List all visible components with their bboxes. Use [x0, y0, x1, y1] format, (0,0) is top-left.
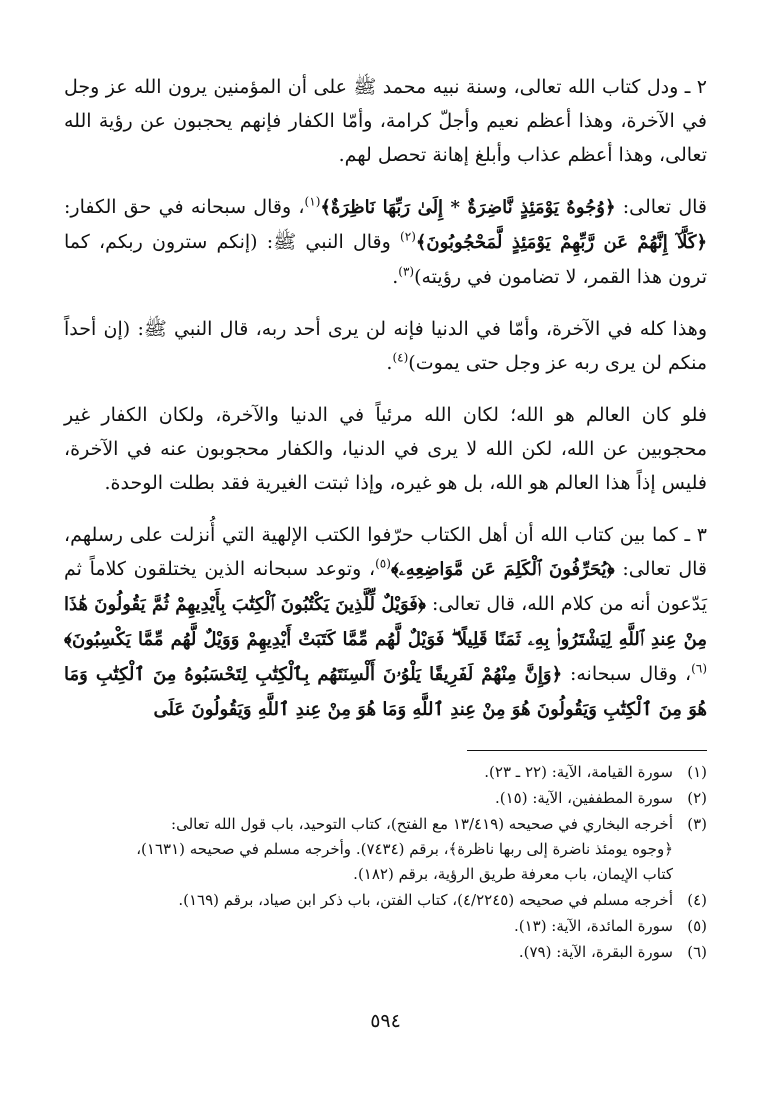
paragraph-text-part: .: [386, 352, 393, 374]
book-page: [64, 70, 707, 1070]
paragraph-3-distortion: [64, 518, 707, 727]
footnote-text: ﴿وجوه يومئذ ناضرة إلى ربها ناظرة﴾، برقم (٧٤٣٤). وأخرجه مسلم في صحيحه (١٦٣١)،: [136, 840, 673, 858]
paragraph-text-part: وقال النبي ﷺ: (إنكم سترون ربكم، كما ترون هذا القمر، لا تضامون في رؤيته): [64, 231, 707, 288]
footnote-number: (٢): [687, 789, 707, 807]
paragraph-2-vision-of-believers: [64, 70, 707, 172]
footnote-text: سورة القيامة، الآية: (٢٢ ـ ٢٣).: [484, 763, 673, 781]
quran-verse-mutaffifin: ﴿كَلَّآ إِنَّهُمْ عَن رَّبِّهِمْ يَوْمَئِذٍ لَّمَحْجُوبُونَ﴾: [415, 232, 707, 253]
quran-verse-maidah: ﴿يُحَرِّفُونَ ٱلْكَلِمَ عَن مَّوَاضِعِهِۦ﴾: [390, 559, 615, 580]
footnotes: [64, 760, 707, 966]
quran-verse-baqarah-79: ﴿فَوَيْلٌ لِّلَّذِينَ يَكْتُبُونَ ٱلْكِتَٰبَ بِأَيْدِيهِمْ ثُمَّ يَقُولُونَ هَٰذَا مِنْ عِندِ ٱللَّهِ لِيَشْتَرُوا۟ بِهِۦ ثَمَنًا قَلِيلًا ۖ فَوَيْلٌ لَّهُم مِّمَّا كَتَبَتْ أَيْدِيهِمْ وَوَيْلٌ لَّهُم مِّمَّا يَكْسِبُونَ﴾: [64, 594, 707, 650]
paragraph-quran-vision: [64, 190, 707, 294]
paragraph-no-vision-in-dunya: [64, 312, 707, 380]
footnote-3: [64, 812, 707, 887]
footnote-divider: [467, 750, 707, 751]
paragraph-text-part: ٣ ـ كما بين كتاب الله أن أهل الكتاب حرّفوا الكتب الإلهية التي أُنزلت على رسلهم، قال تعالى:: [64, 524, 708, 580]
footnote-number: (٣): [687, 815, 707, 833]
footnote-number: (١): [687, 763, 707, 781]
footnote-2: [64, 786, 707, 811]
footnote-text: كتاب الإيمان، باب معرفة طريق الرؤية، برقم (١٨٢).: [353, 865, 673, 883]
footnote-text: سورة البقرة، الآية: (٧٩).: [518, 943, 673, 961]
paragraph-text: ٢ ـ ودل كتاب الله تعالى، وسنة نبيه محمد ﷺ على أن المؤمنين يرون الله عز وجل في الآخرة، وهذا أعظم نعيم وأجلّ كرامة، وأمّا الكفار فإنهم يحجبون عن رؤية الله تعالى، وهذا أعظم عذاب وأبلغ إهانة تحصل لهم.: [64, 76, 707, 166]
paragraph-refutation: [64, 398, 707, 500]
footnote-1: [64, 760, 707, 785]
footnote-4: [64, 888, 707, 913]
footnote-ref-1[interactable]: (١): [304, 194, 321, 209]
footnote-ref-6[interactable]: (٦): [691, 661, 707, 676]
footnote-5: [64, 914, 707, 939]
footnote-text: أخرجه مسلم في صحيحه (٤/٢٢٤٥)، كتاب الفتن، باب ذكر ابن صياد، برقم (١٦٩).: [178, 891, 673, 909]
footnote-6: [64, 940, 707, 965]
footnote-text: سورة المطففين، الآية: (١٥).: [495, 789, 673, 807]
quran-verse-al-imran-78: ﴿وَإِنَّ مِنْهُمْ لَفَرِيقًا يَلْوُۥنَ أَلْسِنَتَهُم بِٱلْكِتَٰبِ لِتَحْسَبُوهُ مِنَ ٱلْكِتَٰبِ وَمَا هُوَ مِنَ ٱلْكِتَٰبِ وَيَقُولُونَ هُوَ مِنْ عِندِ ٱللَّهِ وَمَا هُوَ مِنْ عِندِ ٱللَّهِ وَيَقُولُونَ عَلَى: [64, 664, 707, 720]
quran-verse-qiyamah: ﴿وُجُوهٌ يَوْمَئِذٍ نَّاضِرَةٌ * إِلَىٰ رَبِّهَا نَاظِرَةٌ﴾: [320, 197, 616, 218]
footnote-ref-4[interactable]: (٤): [392, 350, 409, 365]
footnote-ref-2[interactable]: (٢): [400, 229, 416, 244]
paragraph-text-part: .: [392, 266, 399, 288]
paragraph-text: وهذا كله في الآخرة، وأمّا في الدنيا فإنه لن يرى أحد ربه، قال النبي ﷺ: (إن أحداً منكم لن يرى ربه عز وجل حتى يموت): [64, 318, 707, 374]
paragraph-text-part: ، وتوعد سبحانه الذين يختلقون كلاماً ثم يَدّعون أنه من كلام الله، قال تعالى:: [64, 558, 707, 615]
footnote-text: سورة المائدة، الآية: (١٣).: [513, 917, 673, 935]
footnote-number: (٥): [687, 917, 707, 935]
footnote-ref-5[interactable]: (٥): [375, 556, 391, 571]
paragraph-text: فلو كان العالم هو الله؛ لكان الله مرئياً في الدنيا والآخرة، ولكان الكفار غير محجوبين عن الله، لكن الله لا يرى في الدنيا، والكفار محجوبون عنه في الآخرة، فليس إذاً هذا العالم هو الله، بل هو غيره، وإذا ثبتت الغيرية فقد بطلت الوحدة.: [64, 404, 707, 494]
paragraph-text-part: قال تعالى:: [615, 196, 707, 218]
footnote-text: أخرجه البخاري في صحيحه (١٣/٤١٩ مع الفتح)، كتاب التوحيد، باب قول الله تعالى:: [171, 815, 673, 833]
paragraph-text-part: ، وقال سبحانه في حق الكفار:: [64, 196, 305, 218]
footnote-number: (٦): [687, 943, 707, 961]
footnote-ref-3[interactable]: (٣): [398, 264, 415, 279]
page-number: ٥٩٤: [370, 1010, 401, 1032]
paragraph-text-part: ، وقال سبحانه:: [562, 663, 692, 685]
footnote-number: (٤): [687, 891, 707, 909]
